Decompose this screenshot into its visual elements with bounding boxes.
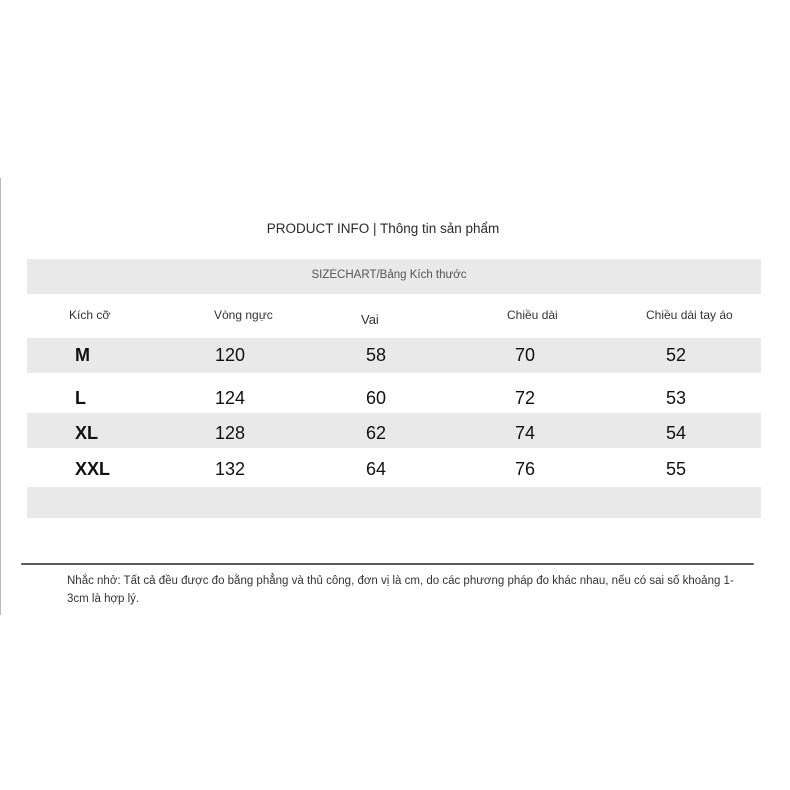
cell-shoulder: 64 bbox=[366, 459, 387, 479]
column-header-sleeve-length: Chiều dài tay áo bbox=[646, 308, 733, 322]
left-edge-rule bbox=[0, 178, 1, 615]
cell-chest: 120 bbox=[215, 345, 246, 365]
note-line-2: 3cm là hợp lý. bbox=[67, 593, 140, 605]
cell-size: XXL bbox=[75, 459, 111, 479]
row-band-m bbox=[27, 338, 761, 373]
page-title: PRODUCT INFO | Thông tin sản phẩm bbox=[266, 221, 500, 236]
cell-sleeve-length: 54 bbox=[666, 423, 687, 443]
cell-chest: 128 bbox=[215, 423, 246, 443]
cell-chest: 124 bbox=[215, 388, 246, 408]
column-header-length: Chiều dài bbox=[507, 308, 558, 322]
cell-sleeve-length: 55 bbox=[666, 459, 687, 479]
row-band-xl bbox=[27, 413, 761, 448]
cell-size: M bbox=[75, 345, 90, 365]
cell-length: 74 bbox=[515, 423, 536, 443]
table-footer-band bbox=[27, 487, 761, 518]
cell-size: L bbox=[75, 388, 86, 408]
cell-length: 72 bbox=[515, 388, 536, 408]
cell-shoulder: 60 bbox=[366, 388, 387, 408]
column-header-size: Kích cỡ bbox=[69, 308, 111, 322]
cell-shoulder: 62 bbox=[366, 423, 387, 443]
cell-shoulder: 58 bbox=[366, 345, 387, 365]
column-header-shoulder: Vai bbox=[361, 312, 379, 327]
cell-size: XL bbox=[75, 423, 99, 443]
sizechart-label: SIZECHART/Bảng Kích thước bbox=[311, 269, 467, 281]
measurement-note bbox=[67, 572, 767, 608]
divider bbox=[21, 563, 754, 565]
cell-length: 76 bbox=[515, 459, 536, 479]
cell-chest: 132 bbox=[215, 459, 246, 479]
cell-sleeve-length: 52 bbox=[666, 345, 687, 365]
column-header-chest: Vòng ngực bbox=[214, 308, 273, 322]
cell-length: 70 bbox=[515, 345, 536, 365]
note-line-1: Nhắc nhở: Tất cả đều được đo bằng phẳng và thủ công, đơn vị là cm, do các phương pháp đo khác nhau, nếu có sai số khoảng 1- bbox=[67, 575, 734, 587]
cell-sleeve-length: 53 bbox=[666, 388, 687, 408]
